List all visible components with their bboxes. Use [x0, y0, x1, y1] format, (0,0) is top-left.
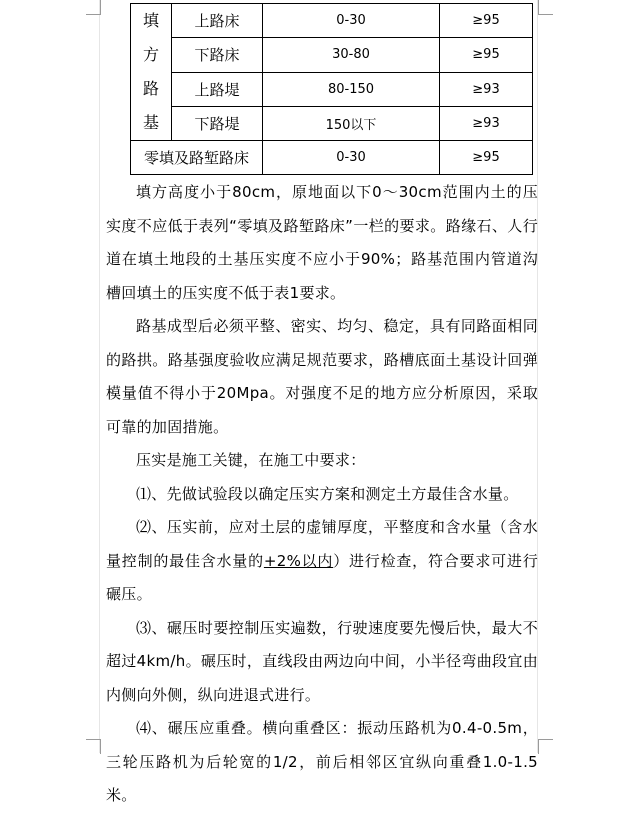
document-body — [106, 176, 538, 813]
table-row — [131, 106, 533, 140]
paragraph: ⑷、碾压应重叠。横向重叠区：振动压路机为0.4-0.5m，三轮压路机为后轮宽的1/2，前后相邻区宜纵向重叠1.0-1.5米。 — [106, 719, 538, 804]
compaction-cell: ≥93 — [440, 72, 533, 106]
compaction-cell: ≥95 — [440, 4, 533, 38]
category-char: 填 — [142, 11, 159, 30]
layer-cell: 零填及路堑路床 — [131, 141, 263, 175]
compaction-cell: ≥93 — [440, 106, 533, 140]
depth-cell: 30-80 — [263, 38, 440, 72]
paragraph: 压实是施工关键，在施工中要求： — [136, 451, 366, 469]
paragraph: ⑴、先做试验段以确定压实方案和测定土方最佳含水量。 — [136, 484, 519, 503]
paragraph-text: ⑵、压实前，应对土层的虚铺厚度，平整度和含水量（含水量控制的最佳含水量的 — [106, 518, 538, 570]
layer-cell: 下路堤 — [172, 106, 263, 140]
margin-corner-mark — [86, 739, 101, 754]
table-row — [131, 4, 533, 38]
category-char: 基 — [142, 113, 159, 132]
depth-cell: 80-150 — [263, 72, 440, 106]
depth-cell: 0-30 — [263, 141, 440, 175]
page-margin-left — [99, 0, 100, 753]
table-row — [131, 38, 533, 72]
paragraph — [106, 511, 538, 612]
table-row — [131, 72, 533, 106]
margin-corner-mark — [538, 739, 553, 754]
underlined-text: +2%以内 — [263, 551, 334, 570]
margin-corner-mark — [538, 0, 553, 15]
category-cell — [131, 4, 172, 141]
compaction-cell: ≥95 — [440, 38, 533, 72]
depth-cell: 0-30 — [263, 4, 440, 38]
compaction-table — [130, 3, 533, 175]
paragraph: ⑶、碾压时要控制压实遍数，行驶速度要先慢后快，最大不超过4km/h。碾压时，直线段由两边向中间，小半径弯曲段宜由内侧向外侧，纵向进退式进行。 — [106, 618, 538, 704]
layer-cell: 上路堤 — [172, 72, 263, 106]
table-row — [131, 141, 533, 175]
category-char: 路 — [142, 79, 159, 98]
layer-cell: 下路床 — [172, 38, 263, 72]
category-char: 方 — [142, 45, 159, 64]
compaction-cell: ≥95 — [440, 141, 533, 175]
margin-corner-mark — [86, 0, 101, 15]
paragraph: 填方高度小于80cm，原地面以下0～30cm范围内土的压实度不应低于表列“零填及路堑路床”一栏的要求。路缘石、人行道在填土地段的土基压实度不应小于90%；路基范围内管道沟槽回填土的压实度不低于表1要求。 — [106, 183, 538, 302]
paragraph-text: ）进行检查，符合要求可进行碾压。 — [106, 551, 538, 603]
depth-cell: 150以下 — [263, 106, 440, 140]
paragraph: 路基成型后必须平整、密实、均匀、稳定，具有同路面相同的路拱。路基强度验收应满足规范要求，路槽底面土基设计回弹模量值不得小于20Mpa。对强度不足的地方应分析原因，采取可靠的加固措施。 — [106, 317, 538, 436]
layer-cell: 上路床 — [172, 4, 263, 38]
